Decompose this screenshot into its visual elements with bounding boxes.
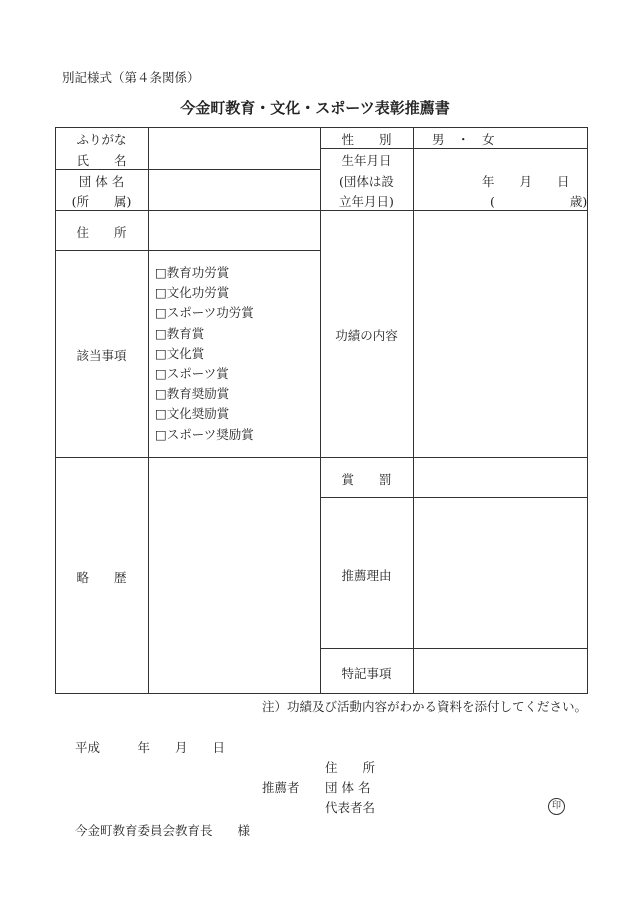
seal-icon: 印 <box>548 798 565 815</box>
name-label: 氏 名 <box>76 153 127 168</box>
checkbox-item[interactable]: □教育功労賞 <box>155 265 230 280</box>
category-label: 該当事項 <box>76 348 127 363</box>
footer-date[interactable]: 平成 年 月 日 <box>75 740 226 755</box>
notes-label: 特記事項 <box>341 666 392 681</box>
footer-address-label: 住 所 <box>325 760 376 775</box>
checkbox-item[interactable]: □文化賞 <box>155 345 205 361</box>
footer-org-name-label: 団 体 名 <box>325 780 371 795</box>
history-label: 略 歴 <box>76 570 127 585</box>
gender-label: 性 別 <box>341 132 392 147</box>
checkbox-item[interactable]: □スポーツ奨励賞 <box>155 426 254 442</box>
address-label: 住 所 <box>76 225 127 240</box>
page-title: 今金町教育・文化・スポーツ表彰推薦書 <box>180 99 450 117</box>
category-checklist <box>155 263 254 445</box>
representative-label: 代表者名 <box>325 800 376 815</box>
birth-label-line2: (団体は設 <box>339 174 394 189</box>
addressee: 今金町教育委員会教育長 様 <box>75 823 251 838</box>
form-number: 別記様式（第４条関係） <box>62 70 200 85</box>
recommender-label: 推薦者 <box>262 780 300 795</box>
checkbox-item[interactable]: □教育奨励賞 <box>155 386 230 402</box>
attachment-note: 注）功績及び活動内容がわかる資料を添付してください。 <box>262 699 588 714</box>
checkbox-item[interactable]: □スポーツ賞 <box>155 366 229 382</box>
achievement-label: 功績の内容 <box>335 328 398 343</box>
affiliation-label: (所 属) <box>71 194 132 209</box>
reason-label: 推薦理由 <box>341 568 392 583</box>
awards-label: 賞 罰 <box>341 472 392 487</box>
org-name-label: 団 体 名 <box>78 174 125 189</box>
age-field[interactable]: ( 歳) <box>490 194 588 209</box>
birth-date-field[interactable]: 年 月 日 <box>482 174 570 189</box>
gender-options[interactable]: 男 ・ 女 <box>432 132 495 147</box>
checkbox-item[interactable]: □スポーツ功労賞 <box>155 305 254 321</box>
checkbox-item[interactable]: □文化功労賞 <box>155 285 230 301</box>
birth-label-line1: 生年月日 <box>341 153 392 168</box>
checkbox-item[interactable]: □文化奨励賞 <box>155 406 230 422</box>
checkbox-item[interactable]: □教育賞 <box>155 325 205 341</box>
furigana-label: ふりがな <box>76 132 127 147</box>
birth-label-line3: 立年月日) <box>339 194 394 209</box>
